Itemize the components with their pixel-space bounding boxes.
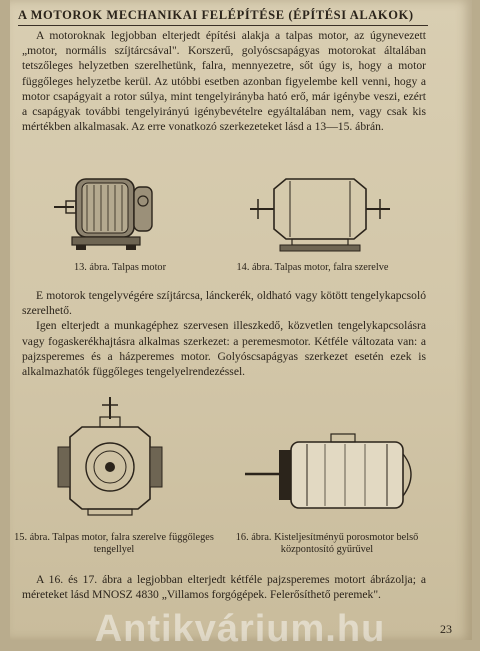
page-title: A MOTOROK MECHANIKAI FELÉPÍTÉSE (ÉPÍTÉSI ALAKOK) (18, 8, 428, 26)
paragraph-intro (22, 28, 426, 134)
figure-15-vertical-motor (40, 395, 180, 527)
figure-16-caption: 16. ábra. Kisteljesítményű porosmotor belső központosító gyűrűvel (235, 532, 419, 555)
paragraph-flange (22, 288, 426, 379)
figure-15-caption: 15. ábra. Talpas motor, falra szerelve függőleges tengellyel (14, 532, 214, 555)
figure-14-caption: 14. ábra. Talpas motor, falra szerelve (236, 262, 389, 273)
figure-14-wall-motor (250, 165, 390, 257)
figure-16-flange-motor (245, 430, 425, 520)
watermark: Antikvárium.hu (94, 608, 386, 650)
paragraph-closing-text: A 16. és 17. ábra a legjobban elterjedt kétféle pajzsperemes motort ábrázolja; a méreteket lásd MNOSZ 4830 „Villamos forgógépek. Felerősíthető peremek". (22, 573, 426, 602)
figure-13-foot-motor (52, 165, 172, 257)
page-number: 23 (440, 622, 452, 636)
figure-13-caption: 13. ábra. Talpas motor (73, 262, 167, 273)
paragraph-closing (22, 572, 426, 602)
paragraph-flange-text-1: E motorok tengelyvégére szíjtárcsa, lánckerék, oldható vagy kötött tengelykapcsoló szerelhető. (22, 289, 426, 318)
paragraph-intro-text: A motoroknak legjobban elterjedt építési alakja a talpas motor, az úgynevezett „motor, normális szíjtárcsával". Korszerű, golyóscsapágyas motorokat általában tetszőleges helyzetben szerelhetünk, falra, mennyezetre, sőt úgy is, hogy a motor függőleges helyzetbe kerül. Az utóbbi esetben azonban figyelembe kell venni, hogy a motor csapágyait a rotor súlya, mint tengelyirányba ható erő, már igénybe veszi, ezért a csapágyak további tengelyirányú igénybevételre egyáltalában nem, vagy csak kis mértékben alkalmasak. Az erre vonatkozó szerkezeteket lásd a 13—15. ábrán. (22, 29, 426, 134)
paragraph-flange-text-2: Igen elterjedt a munkagéphez szervesen illeszkedő, közvetlen tengelykapcsolásra vagy fogaskerékhajtásra alkalmas szerkezet: a peremesmotor. Kétféle változata van: a pajzsperemes és a házperemes motor. Golyóscsapágyas szerkezet esetén ezek is alkalmazhatók függőleges tengelyelrendezéssel. (22, 319, 426, 379)
